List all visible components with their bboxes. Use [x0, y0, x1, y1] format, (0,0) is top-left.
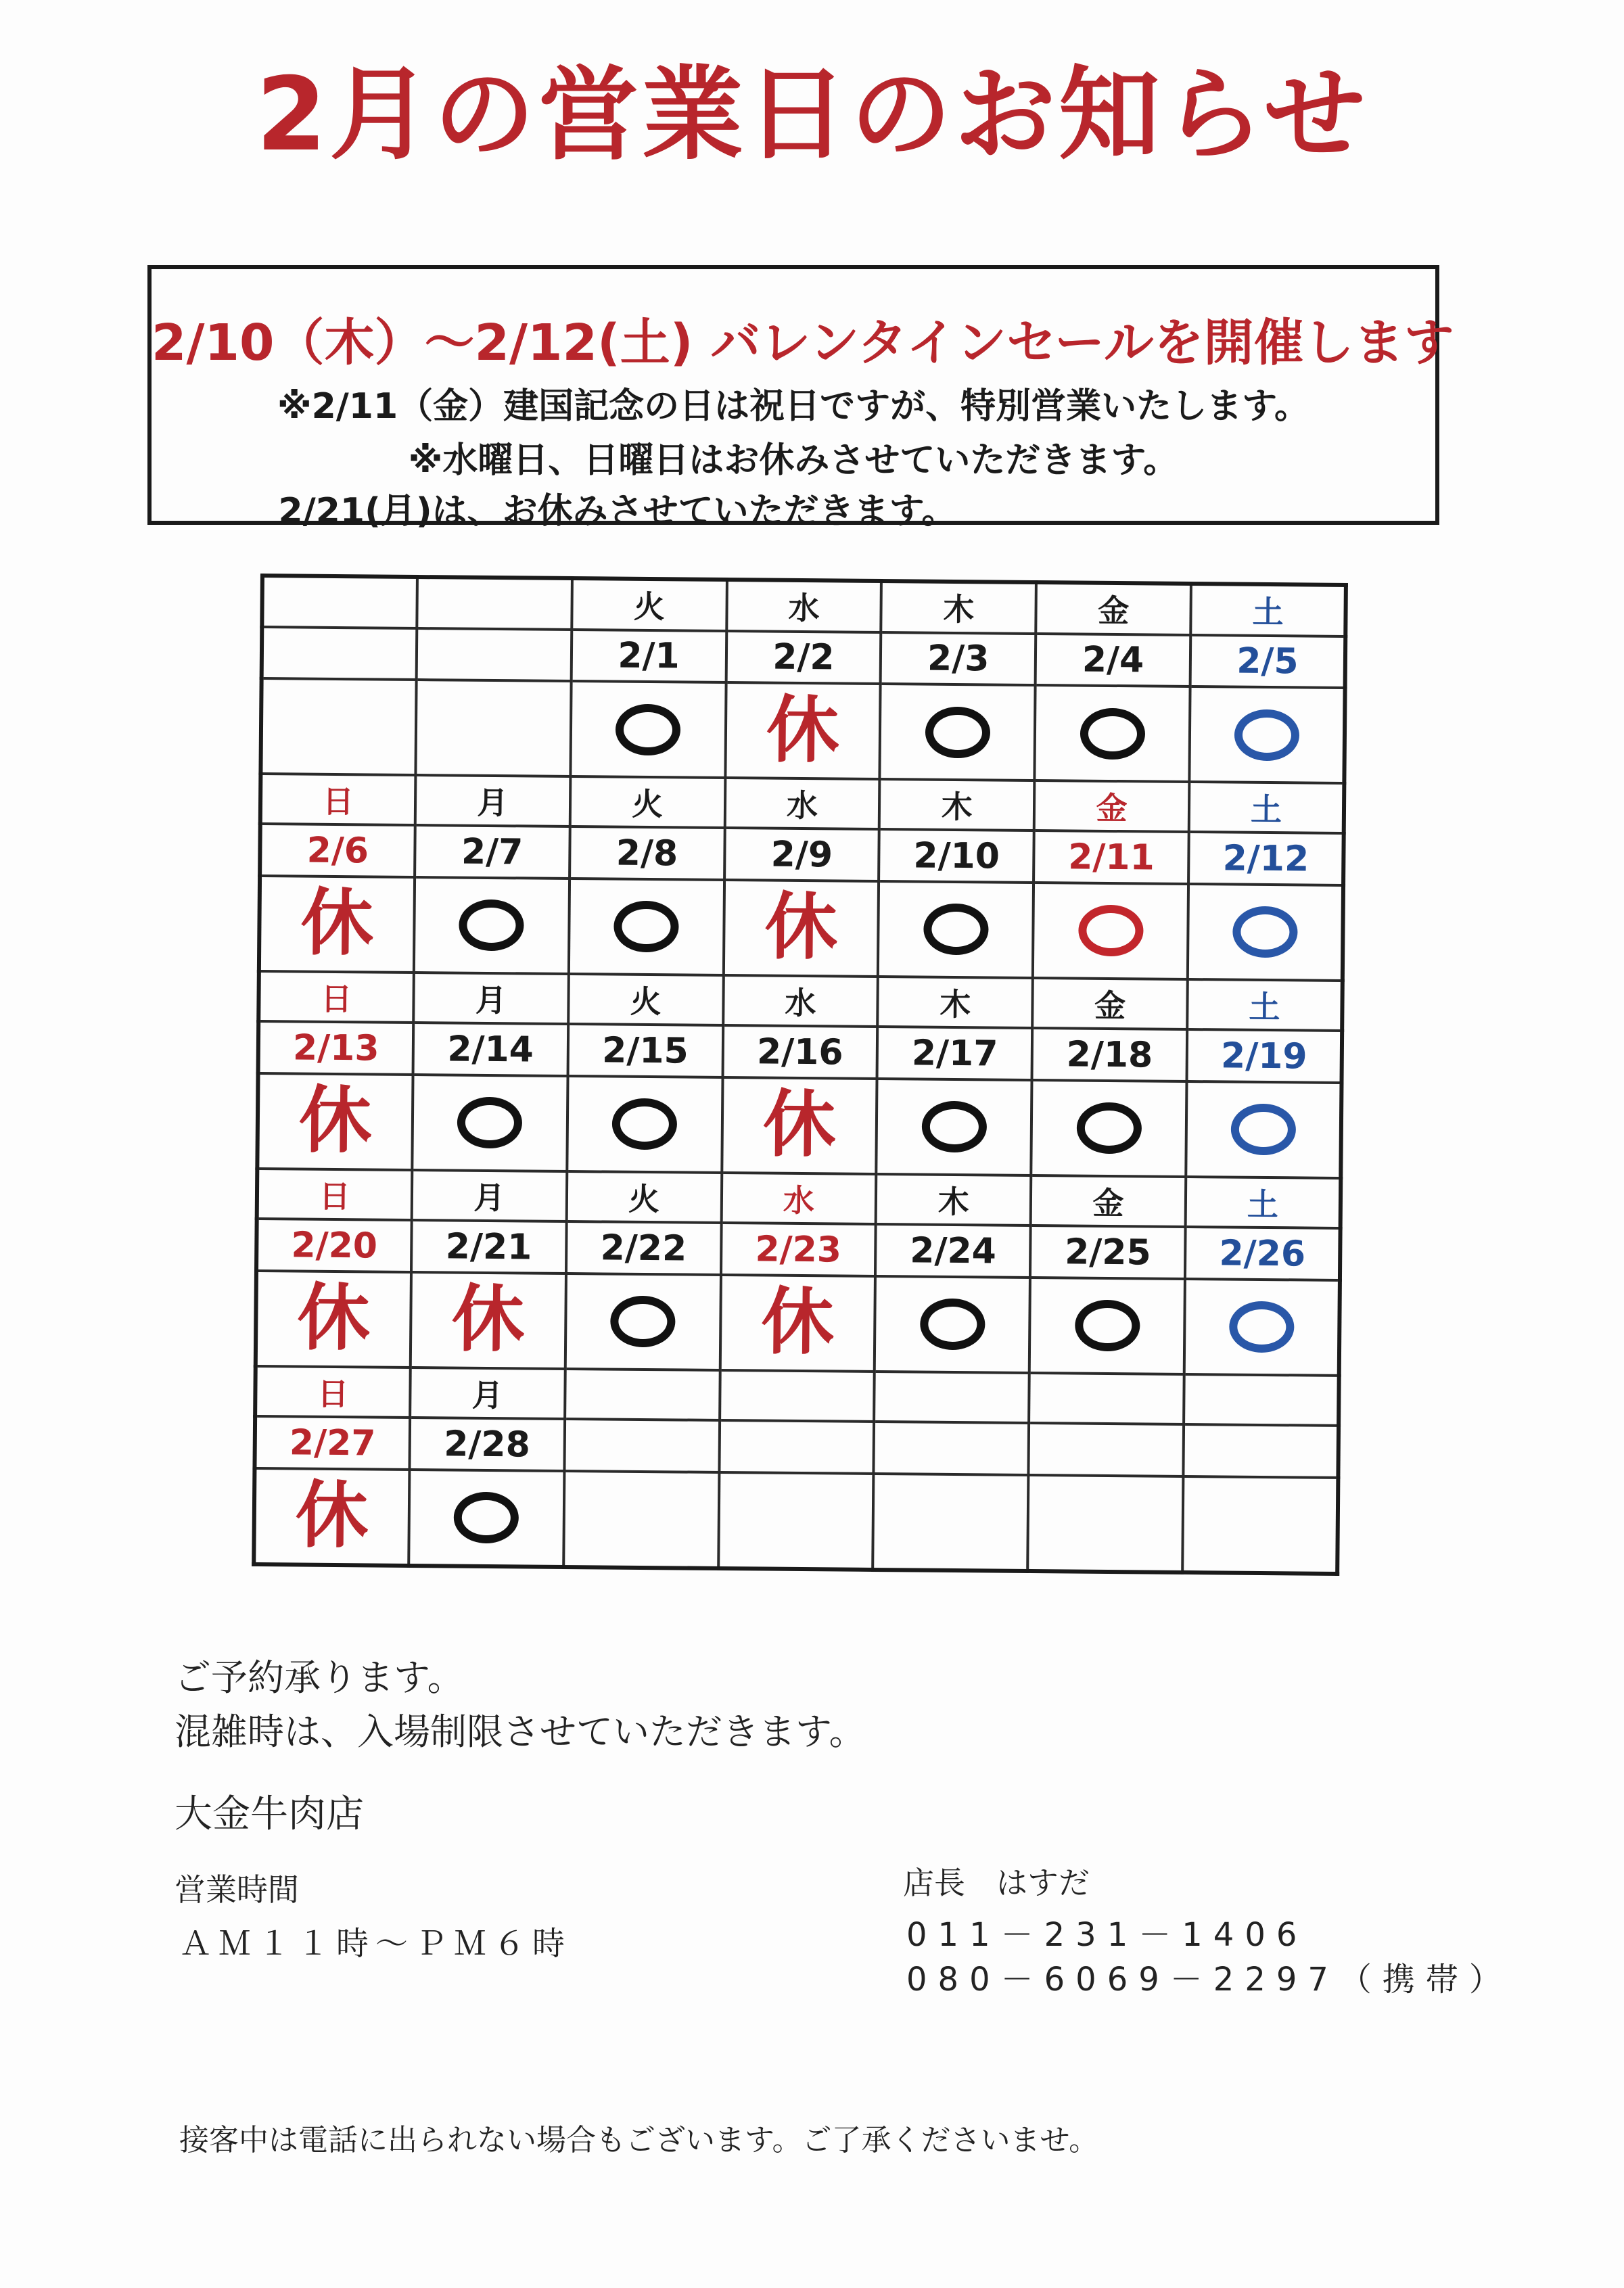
hours-label: 営業時間: [175, 1871, 299, 1908]
weekday-row: [260, 774, 1345, 833]
status-cell: [254, 1468, 409, 1566]
date-row: [258, 1021, 1343, 1082]
date-cell: 2/18: [1032, 1028, 1188, 1081]
date-cell: [1029, 1423, 1184, 1476]
open-circle-icon: [459, 900, 524, 952]
date-cell: 2/21: [411, 1220, 567, 1274]
closed-days-notice: ※水曜日、日曜日はお休みさせていただきます。: [408, 440, 1179, 481]
open-circle-icon: [925, 706, 990, 758]
closed-mark: 休: [295, 1473, 369, 1559]
status-row: [260, 678, 1345, 783]
weekday-cell: [1029, 1373, 1184, 1424]
manager-name: 店長 はすだ: [903, 1865, 1090, 1901]
status-cell: [1027, 1475, 1183, 1572]
weekday-cell: 金: [1034, 780, 1189, 832]
date-cell: 2/13: [258, 1021, 414, 1075]
date-row: [260, 824, 1344, 885]
status-cell: [1182, 1476, 1338, 1574]
status-cell: [1031, 1080, 1186, 1177]
open-circle-icon: [1078, 905, 1144, 957]
date-cell: 2/25: [1030, 1225, 1186, 1279]
crowd-text: 混雑時は、入場制限させていただきます。: [175, 1710, 866, 1753]
open-circle-icon: [1234, 709, 1300, 761]
status-cell: [411, 1272, 566, 1369]
status-cell: [723, 880, 879, 977]
status-cell: [570, 681, 726, 778]
weekday-cell: 火: [570, 776, 724, 828]
open-circle-icon: [454, 1492, 519, 1544]
date-cell: 2/27: [254, 1416, 410, 1470]
date-cell: 2/5: [1190, 635, 1346, 688]
date-cell: 2/6: [260, 824, 415, 877]
date-cell: 2/7: [415, 825, 570, 879]
weekday-cell: 水: [721, 1173, 876, 1224]
status-cell: [875, 1276, 1030, 1373]
date-cell: 2/2: [726, 631, 881, 684]
status-cell: [563, 1471, 719, 1568]
date-cell: 2/12: [1188, 832, 1344, 885]
status-cell: [256, 1271, 411, 1368]
status-cell: [414, 877, 570, 974]
date-cell: 2/20: [256, 1219, 412, 1272]
status-row: [259, 876, 1343, 981]
weekday-cell: 水: [724, 778, 879, 829]
status-cell: [725, 682, 881, 779]
open-circle-icon: [920, 1299, 985, 1351]
open-circle-icon: [612, 1098, 678, 1150]
extra-closed-notice: 2/21(月)は、お休みさせていただきます。: [278, 491, 957, 532]
weekday-cell: 月: [412, 1170, 567, 1221]
weekday-cell: 木: [876, 1174, 1031, 1225]
calendar-table: [252, 574, 1348, 1576]
weekday-cell: [565, 1369, 720, 1420]
page-title: 2月の営業日のお知らせ: [256, 56, 1368, 174]
closed-mark: 休: [451, 1277, 526, 1363]
open-circle-icon: [1229, 1301, 1295, 1353]
date-cell: 2/16: [722, 1025, 878, 1079]
closed-mark: 休: [296, 1276, 371, 1361]
closed-mark: 休: [762, 1082, 837, 1168]
date-cell: [262, 627, 417, 680]
weekday-cell: 土: [1189, 782, 1345, 833]
weekday-cell: 火: [566, 1171, 721, 1223]
open-circle-icon: [1232, 906, 1298, 958]
weekday-cell: 月: [415, 775, 570, 826]
status-cell: [722, 1077, 877, 1174]
weekday-cell: 土: [1186, 1177, 1341, 1228]
date-cell: 2/22: [566, 1221, 722, 1275]
status-row: [254, 1468, 1338, 1574]
date-cell: 2/3: [881, 632, 1036, 686]
weekday-cell: 金: [1031, 1175, 1186, 1227]
status-cell: [409, 1470, 564, 1567]
sale-notice: 2/10（木）～2/12(土) バレンタインセールを開催します: [152, 314, 1454, 372]
date-cell: 2/4: [1036, 634, 1191, 687]
weekday-cell: 火: [572, 578, 726, 631]
status-cell: [257, 1073, 413, 1170]
weekday-cell: 金: [1036, 582, 1190, 635]
status-cell: [1029, 1278, 1185, 1374]
date-cell: 2/9: [724, 828, 880, 881]
weekday-cell: 日: [255, 1366, 410, 1418]
date-cell: 2/11: [1034, 831, 1189, 884]
open-circle-icon: [613, 901, 679, 953]
date-cell: [874, 1422, 1029, 1475]
weekday-cell: 木: [878, 977, 1033, 1028]
weekday-cell: [720, 1370, 875, 1422]
mobile-number: 080－6069－2297（携帯）: [906, 1961, 1512, 1999]
weekday-row: [262, 576, 1346, 636]
date-cell: [719, 1420, 875, 1474]
status-cell: [1186, 1081, 1341, 1178]
status-cell: [880, 684, 1036, 780]
reservation-text: ご予約承ります。: [175, 1656, 464, 1699]
weekday-cell: [417, 577, 572, 630]
weekday-cell: 金: [1032, 978, 1187, 1029]
weekday-cell: 日: [258, 971, 413, 1023]
date-cell: [564, 1419, 720, 1472]
weekday-cell: 土: [1190, 584, 1346, 636]
weekday-cell: 火: [568, 974, 723, 1025]
weekday-cell: [1184, 1374, 1339, 1426]
date-cell: 2/24: [875, 1224, 1031, 1278]
open-circle-icon: [923, 904, 989, 956]
open-circle-icon: [1076, 1102, 1142, 1154]
status-cell: [1188, 884, 1343, 981]
open-circle-icon: [616, 703, 681, 755]
open-circle-icon: [921, 1101, 987, 1153]
date-cell: [416, 628, 572, 682]
status-cell: [412, 1075, 567, 1171]
date-cell: 2/17: [877, 1027, 1033, 1080]
date-cell: 2/26: [1185, 1227, 1341, 1280]
phone-note: 接客中は電話に出られない場合もございます。ご了承くださいませ。: [179, 2123, 1099, 2157]
date-row: [262, 627, 1346, 688]
date-cell: 2/23: [721, 1223, 877, 1276]
status-cell: [415, 680, 571, 776]
weekday-cell: 木: [879, 779, 1034, 831]
closed-mark: 休: [300, 881, 374, 966]
date-cell: [1183, 1424, 1339, 1478]
status-cell: [878, 881, 1034, 978]
shop-name: 大金牛肉店: [175, 1792, 364, 1836]
closed-mark: 休: [298, 1078, 373, 1164]
status-cell: [873, 1474, 1029, 1571]
weekday-cell: 水: [723, 975, 878, 1027]
status-cell: [260, 678, 416, 775]
closed-mark: 休: [764, 885, 838, 971]
status-cell: [718, 1472, 874, 1570]
open-circle-icon: [457, 1097, 523, 1149]
status-cell: [877, 1079, 1032, 1175]
business-hours: ＡＭ１１時～ＰＭ６時: [179, 1925, 572, 1963]
status-row: [256, 1271, 1340, 1376]
status-cell: [565, 1274, 720, 1370]
status-cell: [1035, 685, 1190, 782]
closed-mark: 休: [760, 1280, 835, 1365]
date-cell: 2/1: [571, 630, 726, 683]
status-cell: [259, 876, 415, 973]
date-cell: 2/19: [1187, 1029, 1343, 1083]
weekday-cell: 水: [726, 580, 881, 632]
weekday-row: [258, 971, 1343, 1031]
open-circle-icon: [1075, 1300, 1140, 1352]
phone-number: 011－231－1406: [906, 1916, 1308, 1954]
open-circle-icon: [1080, 707, 1145, 760]
open-circle-icon: [610, 1296, 676, 1348]
status-cell: [569, 879, 724, 975]
date-cell: 2/28: [409, 1418, 565, 1471]
date-cell: 2/8: [570, 826, 725, 880]
open-circle-icon: [1231, 1104, 1297, 1156]
status-cell: [1189, 686, 1345, 783]
date-row: [254, 1416, 1339, 1477]
weekday-row: [255, 1366, 1339, 1426]
status-row: [257, 1073, 1341, 1178]
weekday-cell: [874, 1372, 1029, 1423]
status-cell: [720, 1275, 875, 1372]
notice-box: [147, 265, 1454, 532]
weekday-cell: 日: [257, 1169, 412, 1220]
status-cell: [567, 1076, 722, 1173]
status-cell: [1184, 1279, 1340, 1376]
status-cell: [1033, 883, 1188, 979]
holiday-notice: ※2/11（金）建国記念の日は祝日ですが、特別営業いたします。: [277, 386, 1309, 427]
weekday-cell: 月: [413, 973, 568, 1024]
weekday-cell: 日: [260, 774, 415, 825]
weekday-cell: 土: [1187, 979, 1343, 1031]
date-cell: 2/15: [567, 1024, 723, 1077]
weekday-cell: [262, 576, 417, 628]
date-cell: 2/14: [413, 1023, 568, 1076]
weekday-cell: 月: [410, 1368, 565, 1419]
date-row: [256, 1219, 1341, 1280]
date-cell: 2/10: [879, 829, 1034, 883]
weekday-cell: 木: [881, 581, 1036, 634]
closed-mark: 休: [766, 688, 840, 773]
weekday-row: [257, 1169, 1341, 1228]
